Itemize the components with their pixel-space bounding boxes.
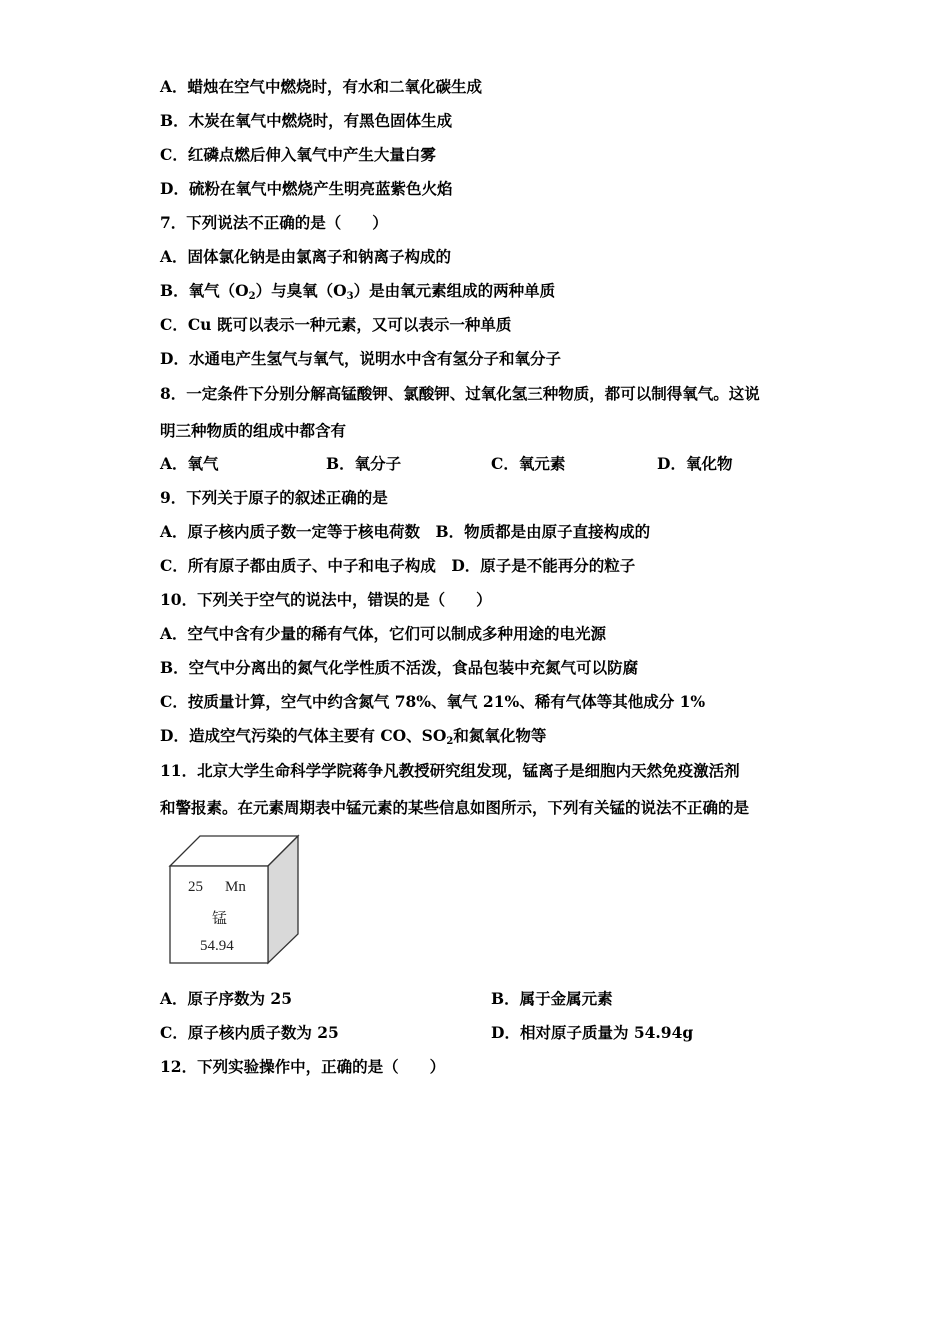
q7-b-subscript-1: 2 — [248, 291, 256, 302]
q6-option-c: C．红磷点燃后伸入氧气中产生大量白雾 — [160, 145, 436, 164]
q7-b-text-2: ）与臭氧（O — [255, 281, 347, 300]
q10-option-a: A．空气中含有少量的稀有气体，它们可以制成多种用途的电光源 — [160, 624, 607, 643]
q10-option-c: C．按质量计算，空气中约含氮气 78%、氧气 21%、稀有气体等其他成分 1% — [160, 692, 706, 711]
q8-option-a: A．氧气 — [160, 454, 219, 473]
q7-option-b — [160, 281, 555, 301]
q7-option-a: A．固体氯化钠是由氯离子和钠离子构成的 — [160, 247, 452, 266]
q9-options-cd: C．所有原子都由质子、中子和电子构成 D．原子是不能再分的粒子 — [160, 556, 636, 575]
q11-stem-line-2: 和警报素。在元素周期表中锰元素的某些信息如图所示，下列有关锰的说法不正确的是 — [160, 798, 750, 817]
q7-b-subscript-2: 3 — [346, 291, 354, 302]
q10-option-d — [160, 726, 546, 746]
q7-option-c: C．Cu 既可以表示一种元素，又可以表示一种单质 — [160, 315, 512, 334]
q10-option-b: B．空气中分离出的氮气化学性质不活泼，食品包装中充氮气可以防腐 — [160, 658, 639, 677]
q6-option-d: D．硫粉在氧气中燃烧产生明亮蓝紫色火焰 — [160, 179, 453, 198]
q11-option-c: C．原子核内质子数为 25 — [160, 1023, 339, 1042]
q11-option-b: B．属于金属元素 — [491, 989, 613, 1008]
q9-options-ab: A．原子核内质子数一定等于核电荷数 B．物质都是由原子直接构成的 — [160, 522, 651, 541]
q8-option-c: C．氧元素 — [491, 454, 566, 473]
element-symbol: Mn — [225, 879, 246, 895]
q8-stem-line-2: 明三种物质的组成中都含有 — [160, 421, 347, 440]
q8-stem-line-1: 8．一定条件下分别分解高锰酸钾、氯酸钾、过氧化氢三种物质，都可以制得氧气。这说 — [160, 384, 760, 403]
q7-option-d: D．水通电产生氢气与氧气，说明水中含有氢分子和氧分子 — [160, 349, 561, 368]
q10-d-text-1: D．造成空气污染的气体主要有 CO、SO — [160, 726, 447, 745]
element-atomic-number: 25 — [188, 879, 203, 895]
q7-stem: 7．下列说法不正确的是（ ） — [160, 213, 388, 232]
q11-option-d: D．相对原子质量为 54.94g — [491, 1023, 694, 1042]
q8-option-d: D．氧化物 — [657, 454, 733, 473]
q10-stem: 10．下列关于空气的说法中，错误的是（ ） — [160, 590, 492, 609]
q11-stem-line-1: 11．北京大学生命科学学院蒋争凡教授研究组发现，锰离子是细胞内天然免疫激活剂 — [160, 761, 740, 780]
element-cube-figure — [168, 834, 302, 966]
q11-option-a: A．原子序数为 25 — [160, 989, 292, 1008]
q10-d-subscript: 2 — [446, 736, 454, 747]
q6-option-a: A．蜡烛在空气中燃烧时，有水和二氧化碳生成 — [160, 77, 483, 96]
q10-d-text-2: 和氮氧化物等 — [453, 726, 547, 745]
element-atomic-mass: 54.94 — [200, 938, 234, 954]
q6-option-b: B．木炭在氧气中燃烧时，有黑色固体生成 — [160, 111, 453, 130]
q7-b-text-3: ）是由氧元素组成的两种单质 — [353, 281, 556, 300]
q8-option-b: B．氧分子 — [326, 454, 402, 473]
q12-stem: 12．下列实验操作中，正确的是（ ） — [160, 1057, 446, 1076]
element-name: 锰 — [212, 911, 228, 927]
q9-stem: 9．下列关于原子的叙述正确的是 — [160, 488, 388, 507]
q7-b-text-1: B．氧气（O — [160, 281, 249, 300]
